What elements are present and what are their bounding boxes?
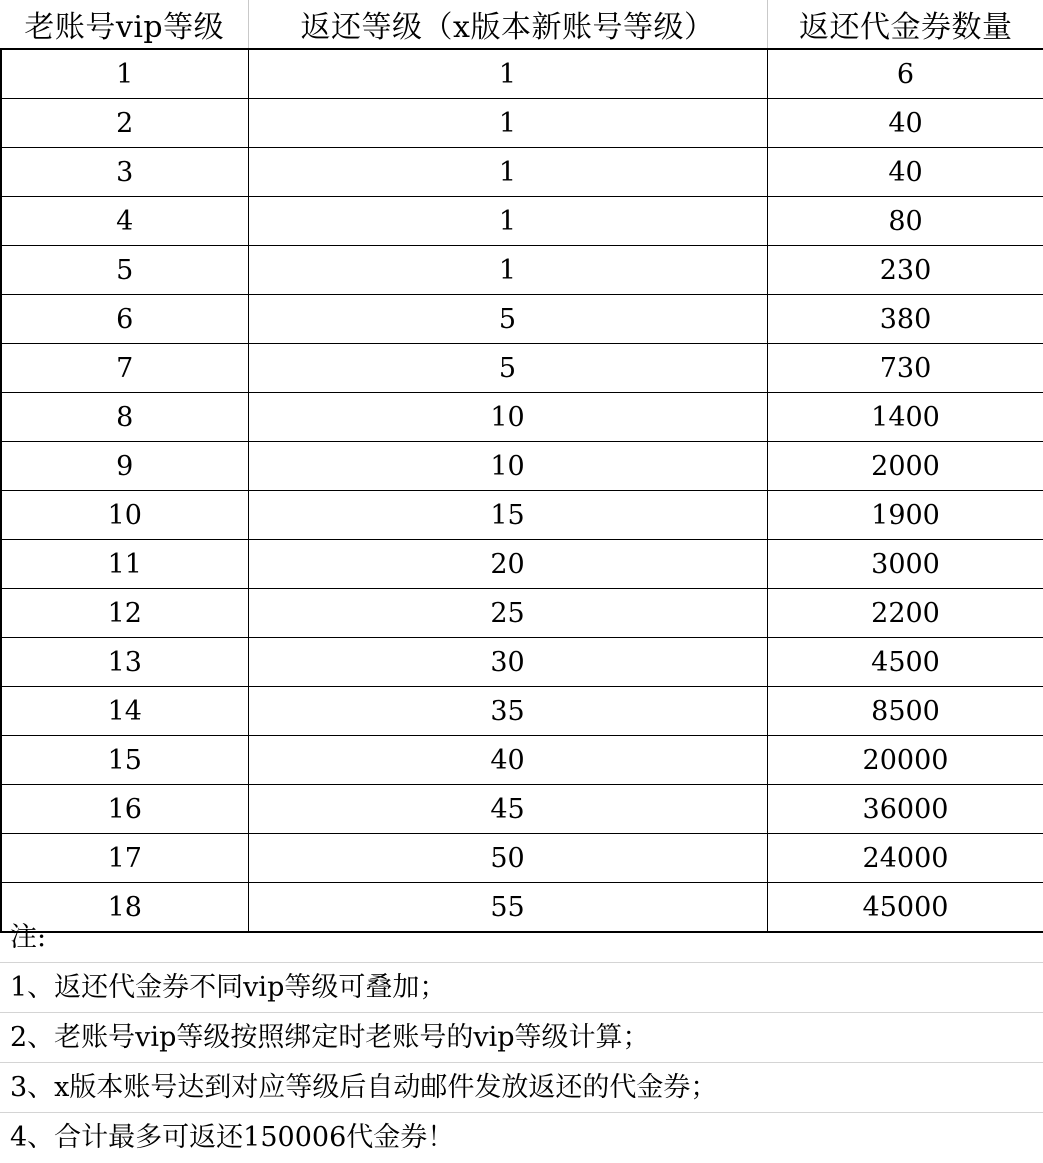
table-body — [1, 49, 1043, 932]
cell-voucher-amount: 380 — [767, 295, 1043, 344]
table-row — [1, 99, 1043, 148]
cell-voucher-amount: 730 — [767, 344, 1043, 393]
cell-voucher-amount: 36000 — [767, 785, 1043, 834]
cell-voucher-amount: 20000 — [767, 736, 1043, 785]
note-item: 4、合计最多可返还150006代金券！ — [10, 1122, 455, 1153]
cell-voucher-amount: 1900 — [767, 491, 1043, 540]
cell-rebate-level: 1 — [248, 197, 767, 246]
cell-rebate-level: 5 — [248, 344, 767, 393]
cell-old-vip-level: 12 — [1, 589, 248, 638]
cell-old-vip-level: 8 — [1, 393, 248, 442]
header-row — [1, 0, 1043, 49]
cell-voucher-amount: 1400 — [767, 393, 1043, 442]
cell-voucher-amount: 230 — [767, 246, 1043, 295]
header-rebate-level: 返还等级（x版本新账号等级） — [248, 0, 767, 49]
header-voucher-amount: 返还代金券数量 — [767, 0, 1043, 49]
table-row — [1, 442, 1043, 491]
table-row — [1, 834, 1043, 883]
cell-voucher-amount: 40 — [767, 148, 1043, 197]
table-row — [1, 687, 1043, 736]
header-old-vip-level: 老账号vip等级 — [1, 0, 248, 49]
cell-old-vip-level: 11 — [1, 540, 248, 589]
cell-voucher-amount: 3000 — [767, 540, 1043, 589]
cell-voucher-amount: 24000 — [767, 834, 1043, 883]
cell-old-vip-level: 13 — [1, 638, 248, 687]
cell-rebate-level: 1 — [248, 148, 767, 197]
cell-old-vip-level: 18 — [1, 883, 248, 933]
cell-rebate-level: 25 — [248, 589, 767, 638]
cell-rebate-level: 50 — [248, 834, 767, 883]
cell-rebate-level: 5 — [248, 295, 767, 344]
table-row — [1, 197, 1043, 246]
table-row — [1, 589, 1043, 638]
cell-old-vip-level: 15 — [1, 736, 248, 785]
note-item: 2、老账号vip等级按照绑定时老账号的vip等级计算； — [0, 1013, 1043, 1063]
table-row — [1, 736, 1043, 785]
cell-old-vip-level: 5 — [1, 246, 248, 295]
cell-old-vip-level: 1 — [1, 49, 248, 99]
table-row — [1, 49, 1043, 99]
table-row — [1, 344, 1043, 393]
cell-old-vip-level: 16 — [1, 785, 248, 834]
table-header — [1, 0, 1043, 49]
cell-old-vip-level: 10 — [1, 491, 248, 540]
cell-rebate-level: 35 — [248, 687, 767, 736]
table-row — [1, 148, 1043, 197]
cell-voucher-amount: 2000 — [767, 442, 1043, 491]
cell-voucher-amount: 4500 — [767, 638, 1043, 687]
cell-rebate-level: 20 — [248, 540, 767, 589]
cell-rebate-level: 1 — [248, 99, 767, 148]
cell-voucher-amount: 8500 — [767, 687, 1043, 736]
cell-voucher-amount: 45000 — [767, 883, 1043, 933]
cell-voucher-amount: 6 — [767, 49, 1043, 99]
table-row — [1, 638, 1043, 687]
cell-old-vip-level: 6 — [1, 295, 248, 344]
table-row — [1, 540, 1043, 589]
table-row — [1, 295, 1043, 344]
cell-rebate-level: 1 — [248, 49, 767, 99]
cell-rebate-level: 10 — [248, 393, 767, 442]
cell-rebate-level: 40 — [248, 736, 767, 785]
cell-old-vip-level: 4 — [1, 197, 248, 246]
cell-rebate-level: 45 — [248, 785, 767, 834]
table-row — [1, 785, 1043, 834]
cell-voucher-amount: 2200 — [767, 589, 1043, 638]
note-item: 3、x版本账号达到对应等级后自动邮件发放返还的代金券； — [0, 1063, 1043, 1113]
notes-section — [0, 913, 1043, 1163]
cell-old-vip-level: 2 — [1, 99, 248, 148]
cell-voucher-amount: 40 — [767, 99, 1043, 148]
table-row — [1, 491, 1043, 540]
cell-old-vip-level: 3 — [1, 148, 248, 197]
cell-rebate-level: 15 — [248, 491, 767, 540]
notes-title: 注: — [0, 913, 1043, 963]
cell-old-vip-level: 17 — [1, 834, 248, 883]
cell-rebate-level: 30 — [248, 638, 767, 687]
cell-rebate-level: 10 — [248, 442, 767, 491]
note-item: 1、返还代金券不同vip等级可叠加； — [0, 963, 1043, 1013]
cell-old-vip-level: 9 — [1, 442, 248, 491]
cell-voucher-amount: 80 — [767, 197, 1043, 246]
table-row — [1, 246, 1043, 295]
cell-old-vip-level: 7 — [1, 344, 248, 393]
cell-rebate-level: 55 — [248, 883, 767, 933]
cell-old-vip-level: 14 — [1, 687, 248, 736]
table-row — [1, 393, 1043, 442]
cell-rebate-level: 1 — [248, 246, 767, 295]
